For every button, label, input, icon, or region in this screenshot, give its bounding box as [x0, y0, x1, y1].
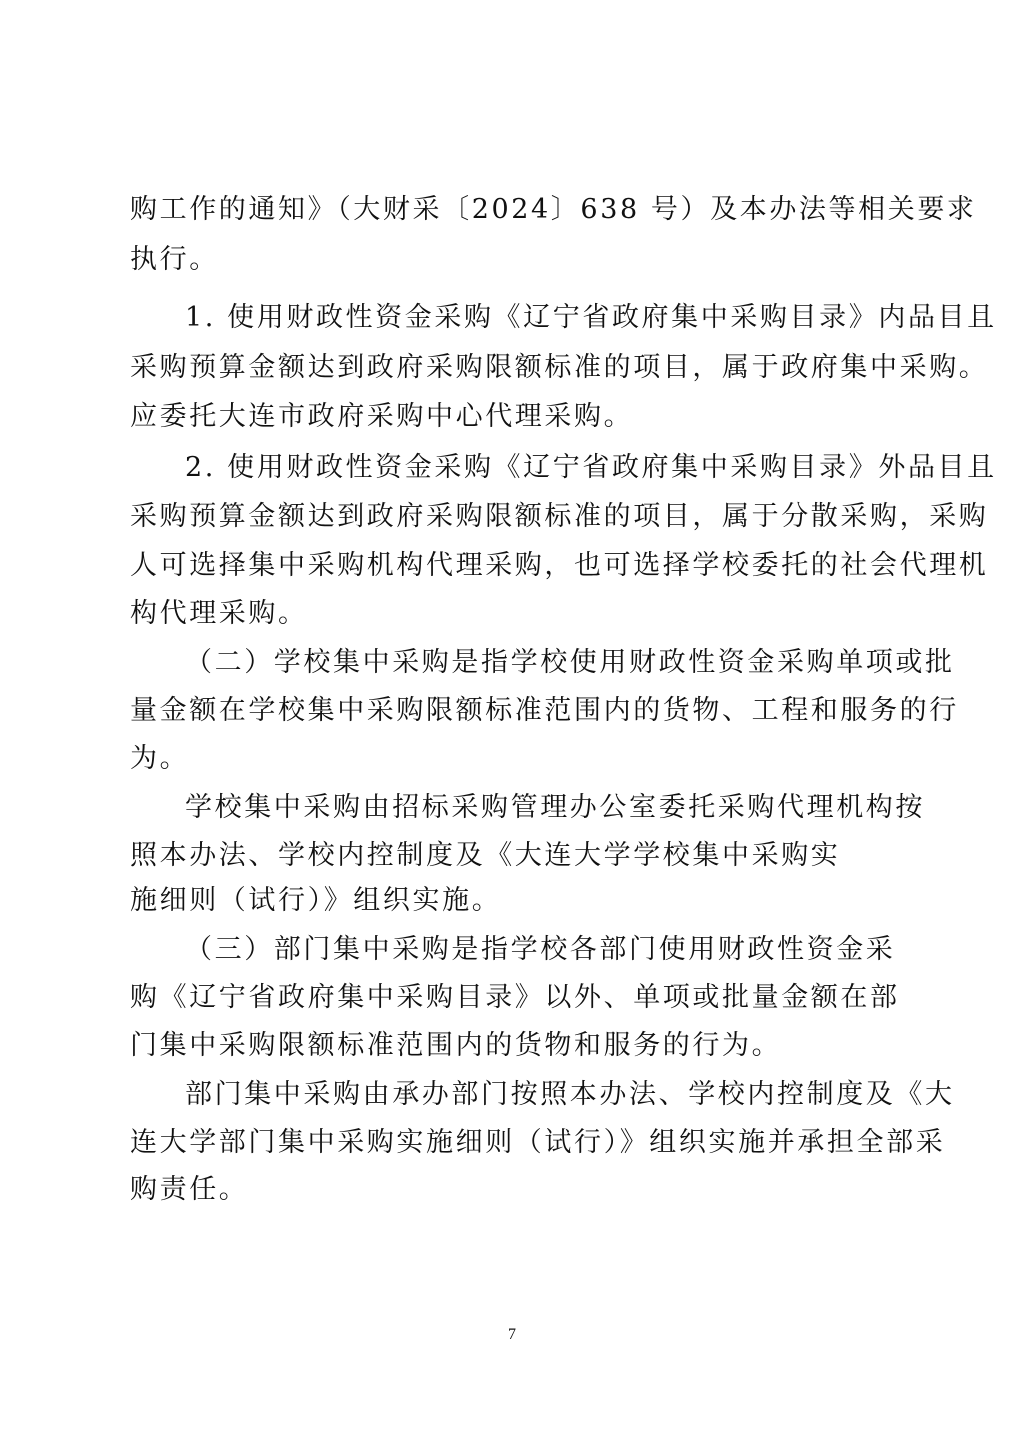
text-line: 1. 使用财政性资金采购《辽宁省政府集中采购目录》内品目且: [185, 302, 997, 333]
text-line: （二）学校集中采购是指学校使用财政性资金采购单项或批: [185, 647, 955, 678]
text-line: 采购预算金额达到政府采购限额标准的项目，属于政府集中采购。: [130, 352, 989, 383]
text-line: 施细则（试行）》组织实施。: [130, 885, 502, 916]
text-line: 执行。: [130, 244, 219, 275]
text-line: 应委托大连市政府采购中心代理采购。: [130, 401, 634, 432]
text-line: 构代理采购。: [130, 598, 308, 629]
text-line: 为。: [130, 743, 190, 774]
text-line: 门集中采购限额标准范围内的货物和服务的行为。: [130, 1030, 782, 1061]
text-line: 购责任。: [130, 1174, 249, 1205]
text-line: 采购预算金额达到政府采购限额标准的项目，属于分散采购，采购: [130, 501, 989, 532]
page-number: 7: [508, 1326, 516, 1343]
text-line: 连大学部门集中采购实施细则（试行）》组织实施并承担全部采: [130, 1127, 946, 1158]
text-line: 部门集中采购由承办部门按照本办法、学校内控制度及《大: [185, 1079, 955, 1110]
text-line: 人可选择集中采购机构代理采购，也可选择学校委托的社会代理机: [130, 550, 989, 581]
text-line: 照本办法、学校内控制度及《大连大学学校集中采购实: [130, 840, 841, 871]
text-line: 学校集中采购由招标采购管理办公室委托采购代理机构按: [185, 792, 925, 823]
text-line: 购《辽宁省政府集中采购目录》以外、单项或批量金额在部: [130, 982, 900, 1013]
text-line: 购工作的通知》（大财采〔2024〕638 号）及本办法等相关要求: [130, 194, 977, 225]
text-line: （三）部门集中采购是指学校各部门使用财政性资金采: [185, 934, 896, 965]
text-line: 量金额在学校集中采购限额标准范围内的货物、工程和服务的行: [130, 695, 959, 726]
text-line: 2. 使用财政性资金采购《辽宁省政府集中采购目录》外品目且: [185, 452, 997, 483]
